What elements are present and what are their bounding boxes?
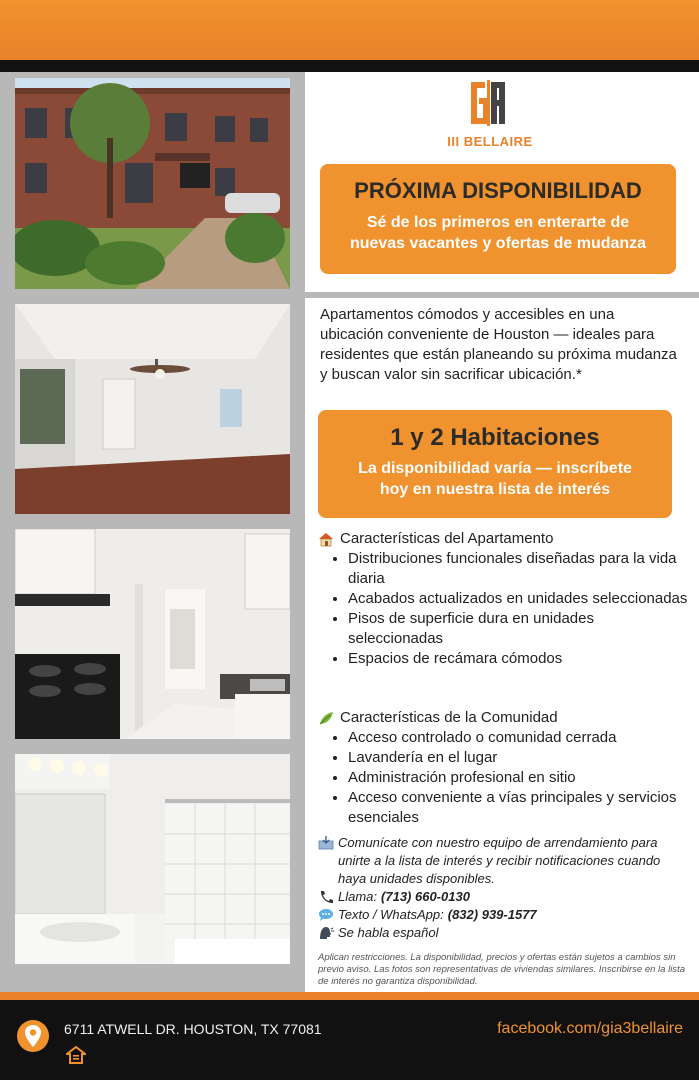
living-room-photo (15, 304, 290, 514)
call-row[interactable] (318, 888, 688, 906)
contact-message-row (318, 834, 688, 888)
apartment-features-title: Características del Apartamento (340, 530, 554, 547)
apartment-features (318, 529, 688, 669)
list-item: • Acceso conveniente a vías principales y servicios esenciales (348, 788, 688, 828)
list-item: • Espacios de recámara cómodos (348, 649, 688, 669)
top-dark-strip (0, 60, 699, 72)
list-item: • Distribuciones funcionales diseñadas para la vida diaria (348, 549, 688, 589)
community-features (318, 708, 688, 828)
call-number[interactable]: (713) 660-0130 (381, 889, 470, 904)
kitchen-photo (15, 529, 290, 739)
disclaimer-text: Aplican restricciones. La disponibilidad, precios y ofertas están sujetos a cambios sin previo aviso. Las fotos son representativas de viviendas similares. Inscribirse en la lista de interés no garantiza disponibilidad. (318, 952, 685, 987)
text-label: Texto / WhatsApp: (338, 907, 444, 922)
list-item: • Pisos de superficie dura en unidades seleccionadas (348, 609, 688, 649)
location-pin-icon (17, 1018, 49, 1054)
footer (0, 1000, 699, 1080)
brand-logo-text: III BELLAIRE (447, 134, 533, 149)
list-item: • Administración profesional en sitio (348, 768, 688, 788)
spanish-row (318, 924, 688, 942)
footer-orange-strip (0, 992, 699, 1000)
footer-address: 6711 ATWELL DR. HOUSTON, TX 77081 (64, 1021, 322, 1037)
contact-message: Comunícate con nuestro equipo de arrendamiento para unirte a la lista de interés y recibir notificaciones cuando haya unidades disponibles. (338, 835, 661, 886)
house-icon (318, 531, 334, 547)
list-item: • Acceso controlado o comunidad cerrada (348, 728, 688, 748)
availability-heading: PRÓXIMA DISPONIBILIDAD (354, 178, 642, 203)
gia-logo-icon (467, 78, 509, 128)
intro-paragraph: Apartamentos cómodos y accesibles en una ubicación conveniente de Houston — ideales para residentes que están planeando su próxima mudanza y buscan valor sin sacrificar ubicación.* (320, 306, 677, 383)
equal-housing-icon (66, 1045, 86, 1065)
exterior-photo (15, 78, 290, 289)
top-orange-band (0, 0, 699, 60)
availability-callout (320, 164, 676, 274)
community-features-title-row (318, 708, 688, 728)
rooms-heading: 1 y 2 Habitaciones (390, 424, 600, 451)
phone-icon (318, 890, 334, 904)
community-features-list (318, 728, 688, 828)
apartment-features-title-row (318, 529, 688, 549)
chat-bubble-icon (318, 908, 334, 922)
contact-block (318, 834, 688, 942)
availability-subheading-line2: nuevas vacantes y ofertas de mudanza (349, 235, 647, 252)
facebook-link[interactable]: facebook.com/gia3bellaire (497, 1020, 683, 1037)
list-item: • Lavandería en el lugar (348, 748, 688, 768)
spanish-spoken: Se habla español (338, 925, 439, 940)
speaking-head-icon (318, 926, 334, 940)
text-row[interactable] (318, 906, 688, 924)
availability-subheading-line1: Sé de los primeros en enterarte de (366, 214, 630, 231)
inbox-icon (318, 836, 334, 850)
rooms-subheading-line1: La disponibilidad varía — inscríbete (358, 460, 632, 477)
text-number[interactable]: (832) 939-1577 (447, 907, 537, 922)
list-item: • Acabados actualizados en unidades seleccionadas (348, 589, 688, 609)
leaf-icon (318, 710, 334, 726)
call-label: Llama: (338, 889, 378, 904)
rooms-callout (318, 410, 672, 518)
section-divider (305, 292, 699, 298)
bathroom-photo (15, 754, 290, 964)
community-features-title: Características de la Comunidad (340, 709, 558, 726)
rooms-subheading-line2: hoy en nuestra lista de interés (379, 481, 611, 498)
apartment-features-list (318, 549, 688, 669)
